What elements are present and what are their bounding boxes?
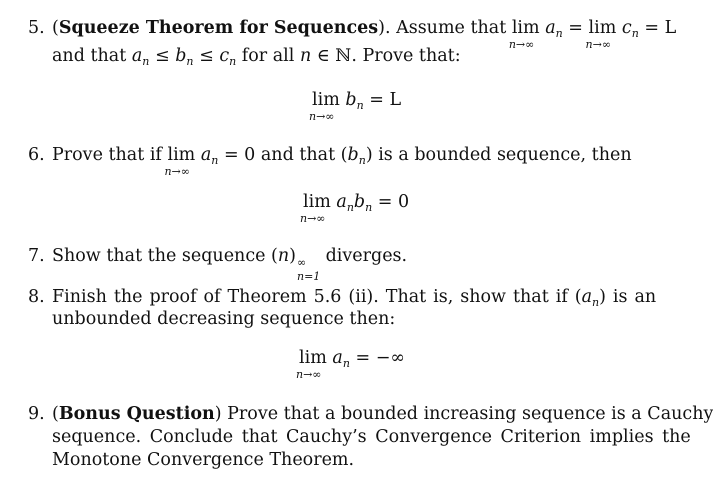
- text-fragment: ) is an: [599, 287, 657, 307]
- problem-title: Squeeze Theorem for Sequences: [58, 18, 379, 38]
- text-fragment: Show that the sequence (: [52, 246, 278, 266]
- equals-L: = L: [644, 18, 677, 38]
- limit-expression: [309, 90, 340, 123]
- problem-9-line-3: [52, 450, 354, 470]
- lim-subscript: n→∞: [508, 38, 535, 51]
- text-fragment: ) Prove that a bounded increasing sequence is a Cauchy: [214, 404, 713, 424]
- display-equation-8: [296, 348, 405, 381]
- subscript-n: n: [365, 201, 373, 214]
- equals-neg-infinity: = −∞: [355, 348, 405, 368]
- lim-operator: lim: [511, 18, 540, 38]
- seq-b: b: [175, 46, 187, 66]
- subscript-n: n: [356, 99, 364, 112]
- text-fragment: ). Assume that: [378, 18, 507, 38]
- leq: ≤: [199, 46, 214, 66]
- superscript-infinity: ∞: [297, 256, 307, 269]
- var-n: n: [299, 46, 312, 66]
- equals: =: [568, 18, 583, 38]
- problem-6-text: [52, 145, 632, 178]
- limit-expression: [508, 18, 540, 51]
- seq-b: b: [345, 90, 357, 110]
- subscript-n: n: [555, 27, 563, 40]
- subscript-n: n: [186, 55, 194, 68]
- seq-a: a: [131, 46, 143, 66]
- seq-c: c: [219, 46, 230, 66]
- problem-9-line-2: [52, 427, 691, 447]
- problem-number: 9.: [28, 404, 45, 424]
- subscript-n: n: [229, 55, 237, 68]
- problem-5-text-1: [52, 18, 677, 51]
- subscript-n: n: [342, 357, 350, 370]
- lim-operator: lim: [312, 90, 340, 110]
- text-fragment: diverges.: [325, 246, 408, 266]
- paren-open: (: [52, 404, 59, 424]
- problem-9-text-1: [52, 404, 713, 424]
- text-fragment: Monotone Convergence Theorem.: [52, 450, 355, 470]
- subscript-n: n: [358, 154, 366, 167]
- problem-8-line-2: [52, 309, 395, 329]
- seq-a: a: [332, 348, 343, 368]
- seq-a: a: [336, 192, 347, 212]
- seq-b: b: [347, 145, 359, 165]
- seq-b: b: [353, 192, 366, 212]
- lim-subscript: n→∞: [164, 165, 190, 178]
- lim-operator: lim: [167, 145, 196, 165]
- subscript-n: n: [142, 55, 150, 68]
- limit-expression: [164, 145, 196, 178]
- display-equation-6: [300, 192, 410, 225]
- lim-subscript: n→∞: [300, 212, 326, 225]
- subscript-n-eq-1: n=1: [297, 270, 321, 283]
- text-fragment: for all: [241, 46, 295, 66]
- lim-subscript: n→∞: [296, 368, 322, 381]
- lim-subscript: n→∞: [585, 38, 612, 51]
- text-fragment: sequence. Conclude that Cauchy’s Convergence Criterion implies the: [52, 427, 691, 447]
- text-fragment: Prove that if: [52, 145, 162, 165]
- seq-a: a: [545, 18, 556, 38]
- problem-5-line-2: [52, 46, 461, 68]
- text-fragment: = 0 and that (: [223, 145, 348, 165]
- subscript-n: n: [211, 154, 219, 167]
- leq: ≤: [154, 46, 170, 66]
- var-n: n: [277, 246, 290, 266]
- problem-title: Bonus Question: [58, 404, 215, 424]
- problem-number: 6.: [28, 145, 45, 165]
- text-fragment: Finish the proof of Theorem 5.6 (ii). That is, show that if (: [52, 287, 582, 307]
- problem-8-text-1: [52, 287, 656, 309]
- lim-operator: lim: [299, 348, 327, 368]
- display-equation-5: [309, 90, 402, 123]
- lim-operator: lim: [303, 192, 331, 212]
- paren-open: (: [52, 18, 59, 38]
- problem-number: 8.: [28, 287, 45, 307]
- problem-number: 7.: [28, 246, 45, 266]
- problem-7-text: [52, 246, 408, 283]
- text-fragment: and that: [52, 46, 127, 66]
- equals-L: = L: [369, 90, 402, 110]
- paren-close: ): [289, 246, 296, 266]
- equals-zero: = 0: [377, 192, 410, 212]
- limit-expression: [300, 192, 331, 225]
- text-fragment: ∈ ℕ. Prove that:: [316, 46, 461, 66]
- problem-number: 5.: [28, 18, 45, 38]
- subscript-n: n: [631, 27, 639, 40]
- seq-a: a: [200, 145, 212, 165]
- text-fragment: unbounded decreasing sequence then:: [52, 309, 396, 329]
- text-fragment: ) is a bounded sequence, then: [365, 145, 632, 165]
- subscript-n: n: [592, 296, 600, 309]
- limit-expression: [296, 348, 327, 381]
- seq-c: c: [621, 18, 632, 38]
- subscript-n: n: [346, 201, 354, 214]
- lim-subscript: n→∞: [309, 110, 335, 123]
- seq-a: a: [581, 287, 593, 307]
- lim-operator: lim: [588, 18, 617, 38]
- limit-expression: [585, 18, 617, 51]
